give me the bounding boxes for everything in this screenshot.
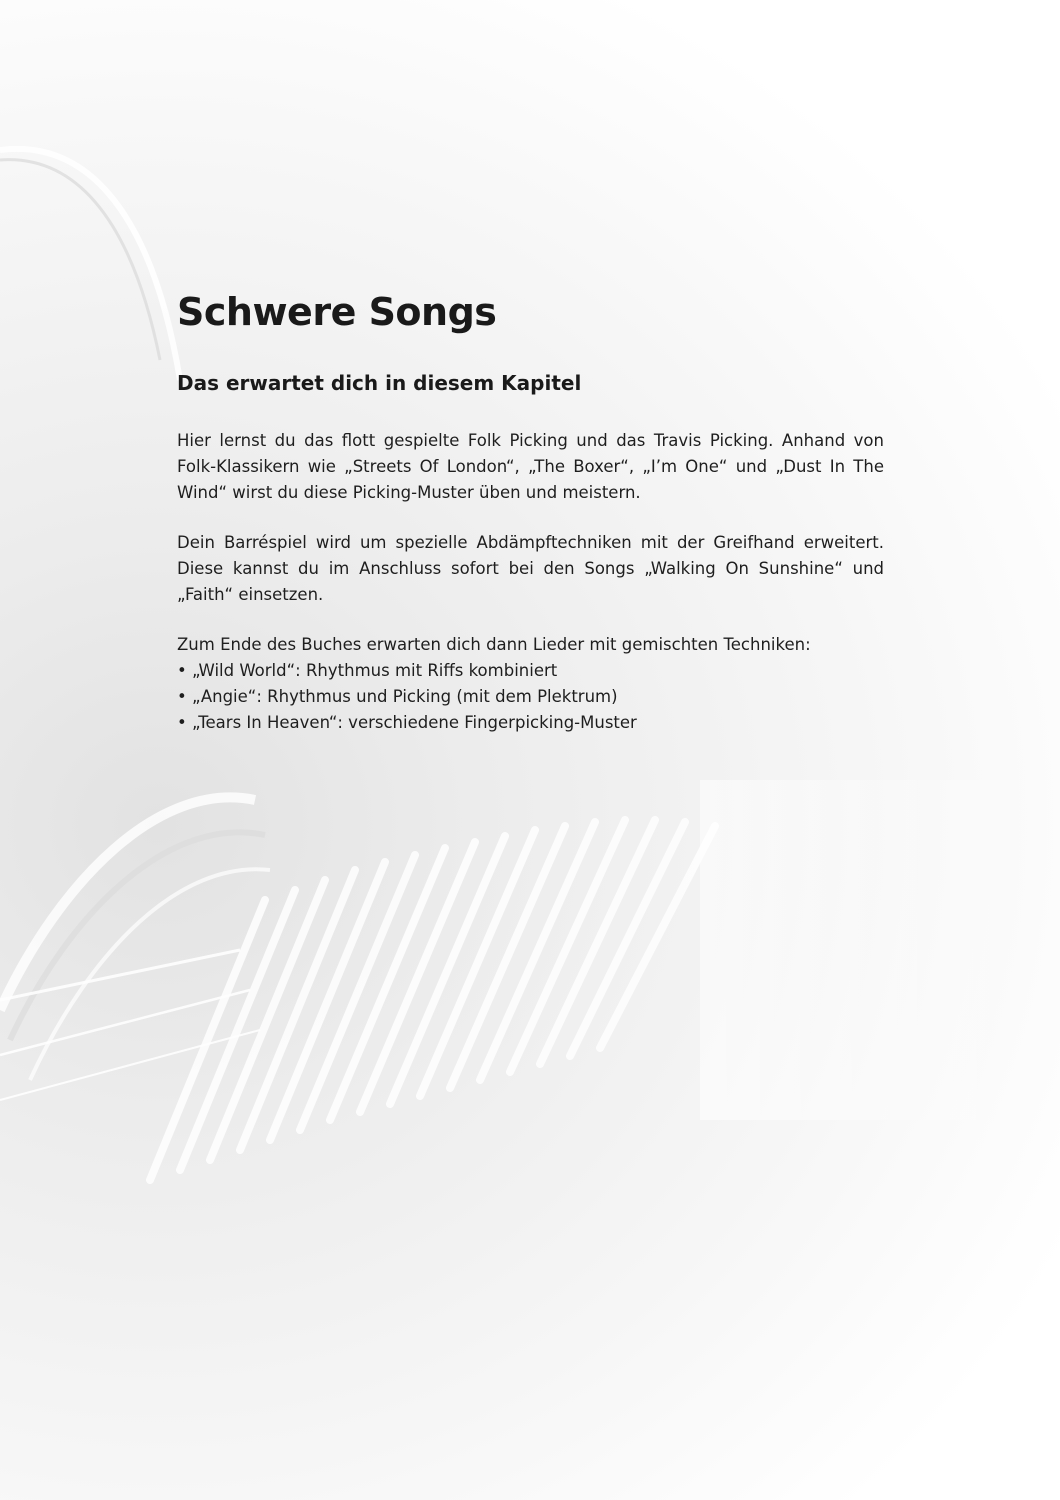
list-item: • „Angie“: Rhythmus und Picking (mit dem Plektrum) (177, 684, 884, 710)
intro-paragraph-1: Hier lernst du das flott gespielte Folk Picking und das Travis Picking. Anhand von Folk-Klassikern wie „Streets Of London“, „The Boxer“, „I’m One“ und „Dust In The Wind“ wirst du diese Picking-Muster üben und meistern. (177, 430, 884, 502)
list-item: • „Tears In Heaven“: verschiedene Fingerpicking-Muster (177, 710, 884, 736)
intro-paragraph-2: Dein Barréspiel wird um spezielle Abdämpftechniken mit der Greifhand erweitert. Diese kannst du im Anschluss sofort bei den Songs „Walking On Sunshine“ und „Faith“ einsetzen. (177, 532, 884, 604)
list-intro-text: Zum Ende des Buches erwarten dich dann Lieder mit gemischten Techniken: (177, 634, 811, 654)
list-item: • „Wild World“: Rhythmus mit Riffs kombiniert (177, 658, 884, 684)
chapter-subtitle: Das erwartet dich in diesem Kapitel (177, 370, 582, 395)
song-list (177, 658, 884, 736)
chapter-title: Schwere Songs (177, 290, 497, 334)
chapter-intro (177, 290, 884, 736)
